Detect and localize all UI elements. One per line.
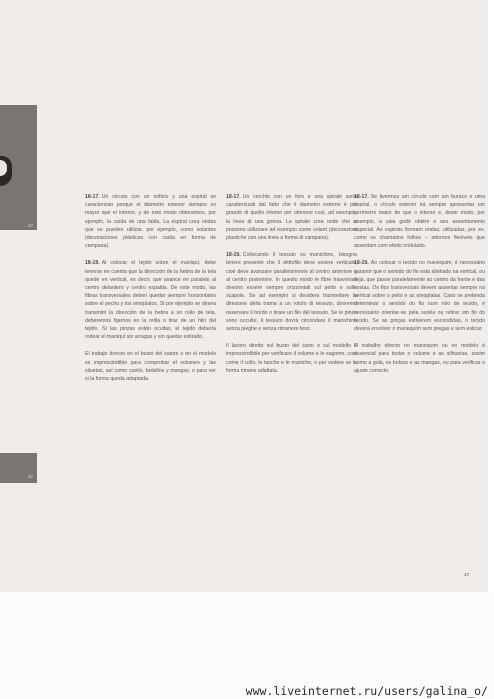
paragraph bbox=[354, 342, 485, 375]
paragraph bbox=[85, 350, 216, 383]
paragraph bbox=[85, 193, 216, 250]
source-watermark: www.liveinternet.ru/users/galina_o/ bbox=[245, 684, 488, 698]
text-column-italian bbox=[226, 193, 357, 384]
paragraph-number: 18-19. bbox=[226, 252, 241, 259]
paragraph-text: El trabajo directo en el busto del sastre o en el modelo es imprescindible para comprobar el volumen y las siluetas, así como cuello, bolsillos y mangas, o para ver si la forma queda adaptada. bbox=[85, 351, 216, 383]
tab-page-number: 17 bbox=[28, 223, 34, 228]
paragraph-number: 18-17. bbox=[85, 194, 100, 200]
paragraph-text: Collocando il tessuto su manichino, bisogna tenere presente che il drittofilo deve essere verticale, cioè deve avanzare parallelamente al centro anteriore e al centro posteriore. In questo modo le fibre trasversali devono essere sempre orizzontali sul petto e sulle scapole. Se ad esempio si desidera trasmettere la direzione della trama a un rotolo di tessuto, dovremo osservare il bordo o tirare un filo del tessuto. Se le pinze sono occulte, il tessuto dovrà circondare il manichino senza pieghe e senza rimanere teso. bbox=[226, 252, 357, 333]
chapter-tab-bottom bbox=[0, 453, 37, 483]
paragraph bbox=[85, 259, 216, 341]
paragraph bbox=[226, 193, 357, 242]
paragraph-text: Un cerchio con un foro e una spirale sono caratterizzati dal fatto che il diametro esterno è più grande di quello interno per ottenere così, ad esempio, la linea di una gonna. La spirale crea onde che si possono utilizzare ad esempio come volant (decorazioni plastiche con una linea a forma di campana). bbox=[226, 194, 357, 242]
paragraph-text: O trabalho directo no manequim ou no modelo é essencial para testar o volume e as silhuetas, assim como a gola, os bolsos e as mangas, ou para verificar o ajuste correcto. bbox=[354, 343, 485, 374]
paragraph-number: 18-17. bbox=[226, 194, 241, 200]
paragraph bbox=[354, 193, 485, 250]
paragraph-text: Se tivermos um círculo com um buraco e uma espiral, o círculo exterior irá sempre apresentar um perímetro maior do que o interior e, deste modo, por exemplo, a saia godé obtém o seu assentamento especial. As espirais formam ondas, utilizadas, por ex. como os chamados folhos – adornos flexíveis que assentam com efeito ondulado. bbox=[354, 194, 485, 250]
paragraph-number: 18-17. bbox=[354, 194, 369, 200]
paragraph-text: Ao colocar o tecido no manequim, é necessário garantir que o sentido do fio está alinhado na vertical, ou seja, que passe paralelamente ao centro da frente e das costas. Os fios transversais devem assentar sempre na vertical sobre o peito e as omoplatas. Caso se pretenda determinar o sentido do fio num rolo de tecido, é necessário orientar-se pela ourela ou retirar um fio do tecido. Se as pinças estiverem escondidas, o tecido deverá envolver o manequim sem pregas e sem esticar. bbox=[354, 260, 485, 333]
paragraph bbox=[226, 342, 357, 375]
paragraph-text: Il lavoro diretto sul busto del sarto o sul modello è imprescindibile per verificare il volume e le sagome, così come il collo, le tasche e le maniche, o per vedere se la forma rimane adattata. bbox=[226, 343, 357, 374]
paragraph-number: 18-19. bbox=[354, 260, 369, 267]
page-number: 17 bbox=[464, 573, 470, 578]
tab-page-number: 17 bbox=[28, 474, 34, 479]
text-column-spanish bbox=[85, 193, 216, 392]
paragraph-number: 18-19. bbox=[85, 260, 100, 267]
paragraph-text: Un círculo con un orificio y una espiral se caracterizan porque el diámetro exterior siempre es mayor que el interior, y de este modo obtenemos, por ejemplo, la caída de una falda. La espiral crea ondas que se pueden utilizar, por ejemplo, como volantes (decoraciones plásticas con caída en forma de campana). bbox=[85, 194, 216, 250]
bottom-margin bbox=[0, 592, 494, 699]
paragraph bbox=[226, 251, 357, 333]
paragraph bbox=[354, 259, 485, 333]
text-column-portuguese bbox=[354, 193, 485, 384]
paragraph-text: Al colocar el tejido sobre el maniquí, debe tenerse en cuenta que la dirección de la hebra de la tela quede en vertical, es decir, que avance en paralelo al centro delantero y centro espalda. De este modo, las fibras transversales deben quedar siempre horizontales sobre el pecho y los omóplatos. Si por ejemplo se desea transmitir la dirección de la hebra a un rollo de tela, deberemos fijarnos en la orilla o tirar de un hilo del tejido. Si las pinzas están ocultas, el tejido debería rodear el maniquí sin arrugas y sin quedar estirado. bbox=[85, 260, 216, 341]
